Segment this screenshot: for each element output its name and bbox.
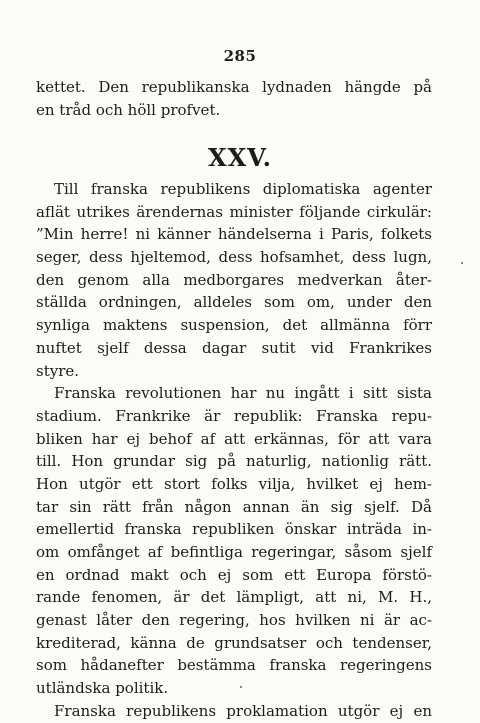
text-line: krediterad, känna de grundsatser och tendenser,: [36, 633, 432, 652]
page-number: 285: [223, 47, 257, 65]
text-line: emellertid franska republiken önskar inträda in-: [36, 520, 432, 539]
text-line: Till franska republikens diplomatiska agenter: [54, 180, 432, 198]
text-line: rande fenomen, är det lämpligt, att ni, M. H.,: [36, 588, 432, 607]
text-line: en ordnad makt och ej som ett Europa förstö-: [36, 565, 432, 584]
text-line: stadium. Frankrike är republik: Franska repu-: [36, 406, 432, 425]
text-line: Franska republikens proklamation utgör ej en: [54, 701, 432, 720]
text-line: bliken har ej behof af att erkännas, för att vara: [36, 429, 432, 448]
text-line: Franska revolutionen har nu ingått i sitt sista: [54, 384, 432, 403]
chapter-heading: XXV.: [207, 143, 273, 172]
text-line: Hon utgör ett stort folks vilja, hvilket ej hem-: [36, 474, 432, 493]
text-line: seger, dess hjeltemod, dess hofsamhet, dess lugn,: [36, 248, 432, 267]
text-line: den genom alla medborgares medverkan åter-: [36, 270, 432, 289]
text-line: genast låter den regering, hos hvilken ni är ac-: [36, 611, 432, 630]
text-line: till. Hon grundar sig på naturlig, nationlig rätt.: [36, 452, 432, 471]
text-line: ställda ordningen, alldeles som om, under den: [36, 293, 432, 312]
text-line: tar sin rätt från någon annan än sig sjelf. Då: [36, 497, 432, 516]
paper-speck: [240, 686, 242, 688]
text-line: ”Min herre! ni känner händelserna i Paris, folkets: [36, 225, 432, 244]
text-line: styre.: [36, 361, 80, 380]
text-line: kettet. Den republikanska lydnaden hängde på: [36, 78, 432, 96]
paper-speck: [461, 262, 463, 264]
text-line: nuftet sjelf dessa dagar sutit vid Frankrikes: [36, 338, 432, 357]
text-line: utländska politik.: [36, 679, 169, 698]
text-line: som hådanefter bestämma franska regeringens: [36, 656, 432, 675]
text-line: om omfånget af befintliga regeringar, såsom sjelf: [36, 543, 432, 561]
text-line: en tråd och höll profvet.: [36, 100, 221, 119]
chapter-body: [36, 178, 432, 723]
previous-chapter-ending: [36, 76, 432, 121]
text-line: synliga maktens suspension, det allmänna förr: [36, 316, 432, 335]
text-line: aflät utrikes ärendernas minister följande cirkulär:: [36, 202, 432, 221]
